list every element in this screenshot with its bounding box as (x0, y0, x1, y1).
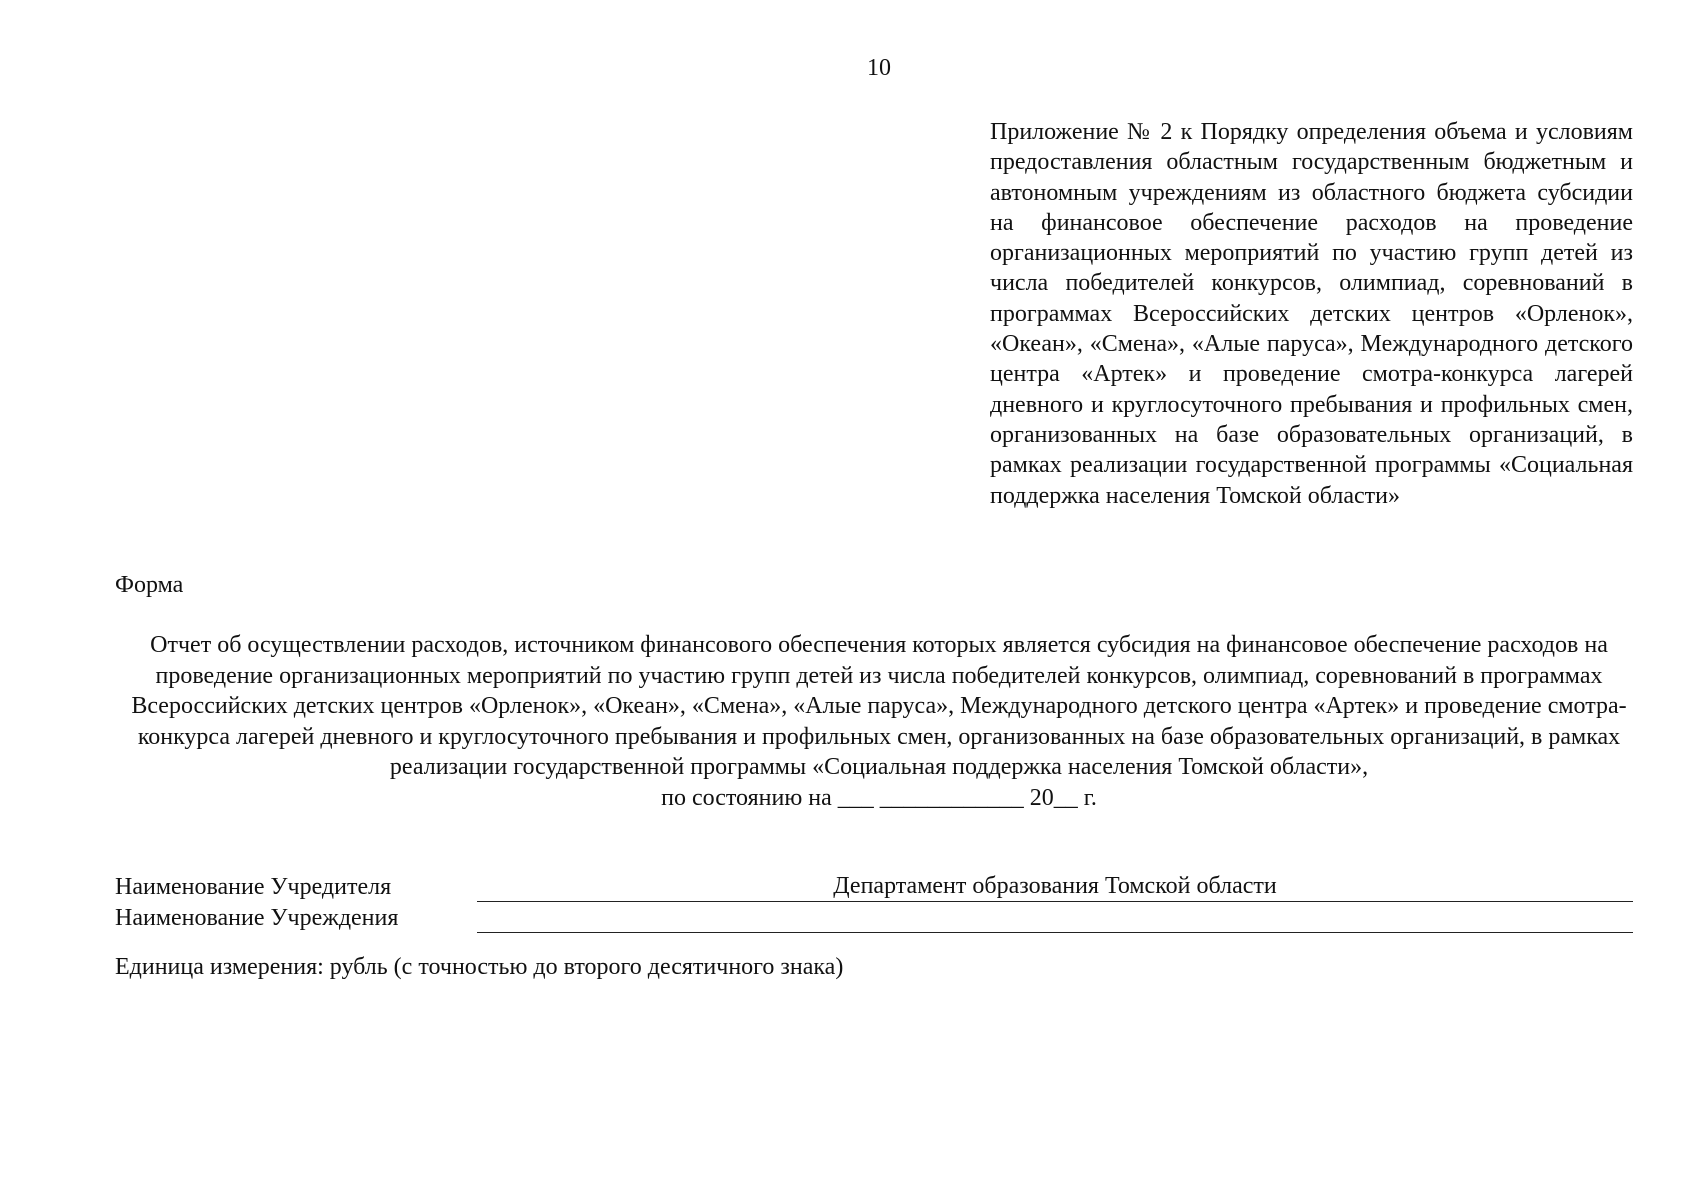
unit-of-measure: Единица измерения: рубль (с точностью до второго десятичного знака) (115, 954, 844, 980)
page-number: 10 (867, 55, 891, 81)
founder-value: Департамент образования Томской области (477, 872, 1633, 902)
founder-label: Наименование Учредителя (115, 874, 392, 900)
form-label: Форма (115, 572, 184, 598)
founder-row (115, 872, 1633, 902)
report-title-text: Отчет об осуществлении расходов, источником финансового обеспечения которых является субсидия на финансовое обеспечение расходов на проведение организационных мероприятий по участию групп детей из числа победителей конкурсов, олимпиад, соревнований в программах Всероссийских детских центров «Орленок», «Океан», «Смена», «Алые паруса», Международного детского центра «Артек» и проведение смотра-конкурса лагерей дневного и круглосуточного пребывания и профильных смен, организованных на базе образовательных организаций, в рамках реализации государственной программы «Социальная поддержка населения Томской области», (131, 632, 1627, 780)
institution-value (477, 903, 1633, 933)
report-date-line: по состоянию на ___ ____________ 20__ г. (661, 784, 1097, 811)
appendix-note: Приложение № 2 к Порядку определения объема и условиям предоставления областным государственным бюджетным и автономным учреждениям из областного бюджета субсидии на финансовое обеспечение расходов на проведение организационных мероприятий по участию групп детей из числа победителей конкурсов, олимпиад, соревнований в программах Всероссийских детских центров «Орленок», «Океан», «Смена», «Алые паруса», Международного детского центра «Артек» и проведение смотра-конкурса лагерей дневного и круглосуточного пребывания и профильных смен, организованных на базе образовательных организаций, в рамках реализации государственной программы «Социальная поддержка населения Томской области» (990, 119, 1633, 509)
institution-label: Наименование Учреждения (115, 905, 399, 931)
institution-row (115, 903, 1633, 933)
report-title (120, 630, 1638, 813)
